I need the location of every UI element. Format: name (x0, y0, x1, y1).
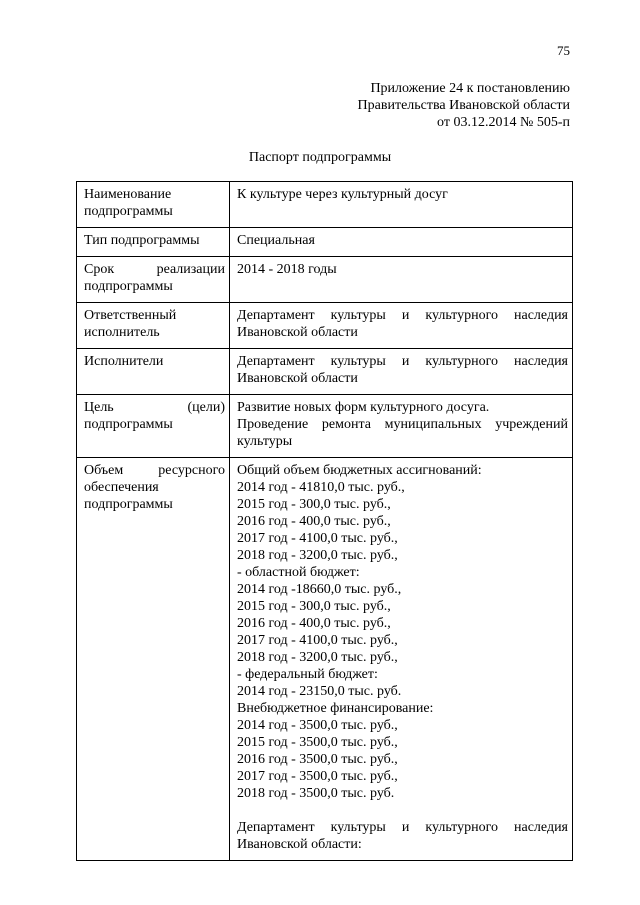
label-text: (цели) (187, 400, 225, 415)
funding-line: 2016 год - 400,0 тыс. руб., (237, 616, 391, 631)
table-row-goal (77, 395, 573, 458)
label-line: исполнитель (84, 325, 160, 340)
value-line: Ивановской области (237, 371, 358, 386)
passport-table (76, 181, 573, 861)
row-label (77, 228, 230, 257)
row-label (77, 349, 230, 395)
row-value (230, 257, 573, 303)
row-value (230, 458, 573, 861)
funding-line: 2015 год - 300,0 тыс. руб., (237, 497, 391, 512)
funding-line: 2014 год - 3500,0 тыс. руб., (237, 718, 398, 733)
row-value (230, 228, 573, 257)
label-text: Тип подпрограммы (84, 233, 200, 248)
funding-line: - областной бюджет: (237, 565, 360, 580)
page-number: 75 (557, 43, 570, 58)
closing-line: Департамент культуры и культурного наследия (237, 820, 568, 835)
funding-line: 2017 год - 3500,0 тыс. руб., (237, 769, 398, 784)
appendix-line: Приложение 24 к постановлению (370, 81, 570, 96)
value-line: Департамент культуры и культурного наследия (237, 308, 568, 323)
value-text: 2014 - 2018 годы (237, 262, 337, 277)
funding-line: 2018 год - 3200,0 тыс. руб., (237, 548, 398, 563)
document-title: Паспорт подпрограммы (248, 150, 392, 165)
label-text: Цель (84, 400, 114, 415)
funding-line: 2015 год - 300,0 тыс. руб., (237, 599, 391, 614)
funding-line: 2015 год - 3500,0 тыс. руб., (237, 735, 398, 750)
value-line: Департамент культуры и культурного наследия (237, 354, 568, 369)
row-label (77, 303, 230, 349)
row-label (77, 458, 230, 861)
label-line (84, 261, 225, 278)
table-row-executors (77, 349, 573, 395)
funding-line: - федеральный бюджет: (237, 667, 378, 682)
funding-line: Внебюджетное финансирование: (237, 701, 434, 716)
funding-line: 2017 год - 4100,0 тыс. руб., (237, 531, 398, 546)
table-row-funding (77, 458, 573, 861)
label-text: Исполнители (84, 354, 164, 369)
value-line: Развитие новых форм культурного досуга. (237, 400, 490, 415)
label-line: подпрограммы (84, 417, 173, 432)
row-value (230, 182, 573, 228)
appendix-header (358, 80, 570, 131)
funding-line: 2014 год - 41810,0 тыс. руб., (237, 480, 405, 495)
row-value (230, 349, 573, 395)
row-label (77, 257, 230, 303)
appendix-line: Правительства Ивановской области (357, 98, 570, 113)
label-text: Объем (84, 463, 124, 478)
label-line: подпрограммы (84, 497, 173, 512)
table-row-type (77, 228, 573, 257)
row-value (230, 303, 573, 349)
row-label (77, 395, 230, 458)
funding-lines (237, 462, 568, 802)
table-row-responsible (77, 303, 573, 349)
label-line: обеспечения (84, 480, 159, 495)
label-text: Наименование подпрограммы (84, 187, 173, 219)
funding-line: 2018 год - 3500,0 тыс. руб. (237, 786, 395, 801)
value-text: К культуре через культурный досуг (237, 187, 448, 202)
appendix-line: от 03.12.2014 № 505-п (437, 115, 570, 130)
table-row-term (77, 257, 573, 303)
funding-line: 2014 год - 23150,0 тыс. руб. (237, 684, 402, 699)
label-text: ресурсного (158, 463, 225, 478)
funding-line: 2016 год - 3500,0 тыс. руб., (237, 752, 398, 767)
funding-line: 2018 год - 3200,0 тыс. руб., (237, 650, 398, 665)
funding-line: 2014 год -18660,0 тыс. руб., (237, 582, 402, 597)
label-line: подпрограммы (84, 279, 173, 294)
label-text: Срок (84, 262, 115, 277)
value-line: Проведение ремонта муниципальных учреждений (237, 417, 568, 432)
value-line: культуры (237, 434, 293, 449)
value-text: Специальная (237, 233, 315, 248)
label-line (84, 399, 225, 416)
funding-line: 2017 год - 4100,0 тыс. руб., (237, 633, 398, 648)
label-text: реализации (156, 262, 225, 277)
row-label (77, 182, 230, 228)
funding-line: Общий объем бюджетных ассигнований: (237, 463, 482, 478)
label-line: Ответственный (84, 308, 177, 323)
spacer (237, 802, 568, 819)
value-line: Ивановской области (237, 325, 358, 340)
closing-line: Ивановской области: (237, 837, 362, 852)
table-row-name (77, 182, 573, 228)
row-value (230, 395, 573, 458)
funding-line: 2016 год - 400,0 тыс. руб., (237, 514, 391, 529)
label-line (84, 462, 225, 479)
